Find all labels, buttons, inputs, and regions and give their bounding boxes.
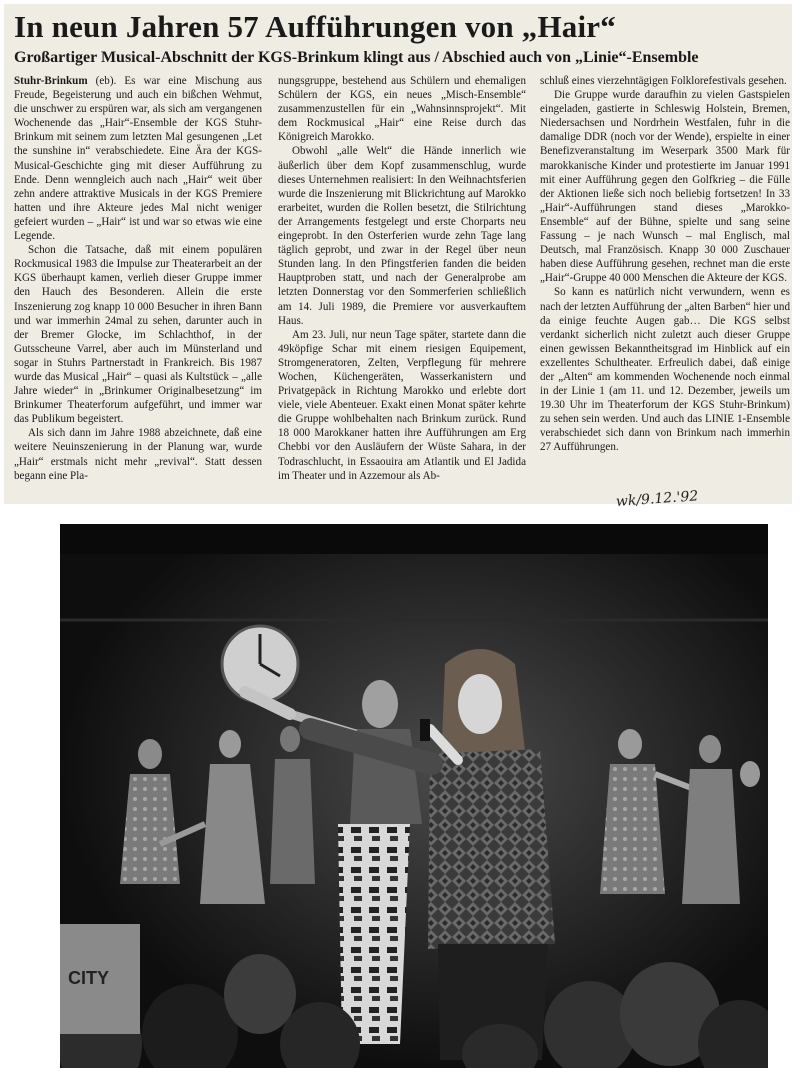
article-subheadline: Großartiger Musical-Abschnitt der KGS-Brinkum klingt aus / Abschied auch von „Linie“-Ensemble	[14, 49, 699, 66]
article-paragraph: schluß eines vierzehntägigen Folklorefestivals gesehen.	[540, 75, 787, 87]
paragraph-text: (eb). Es war eine Mischung aus Freude, Begeisterung und auch ein bißchen Wehmut, die unschwer zu erspüren war, als sich am vergangenen Wochenende das „Hair“-Ensemble der KGS Stuhr-Brinkum mit seinem zum letzten Mal gesungenen „Let the sunshine in“ verabschiedete. Eine Ära der KGS-Musical-Geschichte ging mit dieser Aufführung zu Ende. Denn wenngleich auch nach „Hair“ weit über zehn andere attraktive Musicals in der KGS Premiere hatten und ihre Akteure jedes Mal nicht weniger gefeiert wurden – „Hair“ ist und war so etwas wie eine Legende.	[14, 75, 262, 243]
article-paragraph: Obwohl „alle Welt“ die Hände innerlich wie äußerlich über dem Kopf zusammenschlug, wurde dieses Unternehmen realisiert: In den Weihnachtsferien wurde die Inszenierung mit Blickrichtung auf Marokko erarbeitet, wurden die Rollen besetzt, die Stilrichtung der Arrangements festgelegt und erste Chorparts neu eingeprobt. In den Osterferien wurde zehn Tage lang täglich geprobt, und zwar in der Regel über neun Stunden lang. In den Pfingstferien fanden die beiden Hauptproben statt, und nach der Generalprobe am letzten Donnerstag vor den Sommerferien schließlich am 14. Juli 1989, die Premiere vor ausverkauftem Haus.	[278, 145, 526, 327]
article-paragraph: Am 23. Juli, nur neun Tage später, startete dann die 49köpfige Schar mit einem riesigen Equipement, Stromgeneratoren, Zelten, Verpflegung für mehrere Wochen, Küchengeräten, Wasserkanistern und Privatgepäck in Richtung Marokko und erlebte dort viele, viele Abenteuer. Exakt einen Monat später kehrte die Gruppe wohlbehalten nach Brinkum zurück. Rund 18 000 Marokkaner hatten ihre Aufführungen am Erg Chebbi vor den Ausläufern der Wüste Sahara, in der Todraschlucht, in Essaouira am Atlantik und El Jadida im Theater und in Azzemour als Ab-	[278, 328, 526, 482]
audience-shirt-print: CITY	[68, 968, 110, 988]
article-photo	[60, 524, 768, 1068]
article-paragraph	[14, 74, 262, 243]
article-dateline: Stuhr-Brinkum	[14, 75, 88, 87]
article-column-3	[540, 74, 790, 455]
handwritten-date-note: wk/9.12.'92	[615, 488, 699, 510]
article-column-1	[14, 74, 262, 483]
microphone-icon	[420, 719, 430, 741]
article-headline: In neun Jahren 57 Aufführungen von „Hair“	[14, 9, 616, 44]
article-paragraph: So kann es natürlich nicht verwundern, wenn es nach der letzten Aufführung der „alten Barben“ hier und da einige feuchte Augen gab… Die KGS selbst verdankt sicherlich nicht zuletzt auch dieser Gruppe einen gewissen Bekanntheitsgrad im Hinblick auf ein exzellentes Schultheater. Erfreulich dabei, daß einige der „Alten“ am kommenden Wochenende noch einmal in der Linie 1 (am 11. und 12. Dezember, jeweils um 19.30 Uhr im Theaterforum der KGS Stuhr-Brinkum) zu sehen sein werden. Und auch das LINIE 1-Ensemble verabschiedet sich dann von Brinkum nach immerhin 27 Aufführungen.	[540, 286, 790, 454]
article-column-2	[278, 74, 526, 483]
newspaper-clipping	[4, 4, 792, 504]
stage-performance-illustration	[60, 524, 768, 1068]
article-paragraph: Die Gruppe wurde daraufhin zu vielen Gastspielen eingeladen, gastierte in Schleswig Holstein, Bremen, Niedersachsen und Nordrhein Westfalen, fuhr in die damalige DDR (noch vor der Wende), erspielte in einer Benefizveranstaltung im Weserpark 3500 Mark für marokkanische Kinder und protestierte im Januar 1991 mit einer Aufführung gegen den Golfkrieg – die Fülle der Aktionen ließe sich noch beliebig fortsetzen! In 33 „Hair“-Aufführungen stand dieses „Marokko-Ensemble“ auf der Bühne, spielte und sang seine Fassung – je nach Wunsch – mal Englisch, mal Deutsch, mal Französisch. Knapp 30 000 Zuschauer haben diese Aufführung gesehen, rechnet man die erste „Hair“-Gruppe 40 000 Menschen die Akteure der KGS.	[540, 89, 790, 285]
article-paragraph: Schon die Tatsache, daß mit einem populären Rockmusical 1983 die Impulse zur Theaterarbeit an der KGS überhaupt kamen, verlieh dieser Gruppe immer den Hauch des Besonderen. Allein die erste Inszenierung zog knapp 10 000 Besucher in ihren Bann und war immerhin 24mal zu sehen, darunter auch in der Bremer Glocke, im Schlachthof, in der Gutsscheune Varrel, aber auch im Münsterland und sogar in Stuhrs Partnerstadt in Frankreich. Bis 1987 wurde das Musical „Hair“ – quasi als Kultstück – „alle Jahre wieder“ in „Brinkumer Originalbesetzung“ im Brinkumer Theaterforum aufgeführt, und immer war das Publikum begeistert.	[14, 244, 262, 426]
article-paragraph: Als sich dann im Jahre 1988 abzeichnete, daß eine weitere Neuinszenierung in der Planung war, wurde „Hair“ erstmals nicht mehr „revival“. Statt dessen begann eine Pla-	[14, 427, 262, 482]
article-paragraph: nungsgruppe, bestehend aus Schülern und ehemaligen Schülern der KGS, ein neues „Misch-Ensemble“ zusammenzustellen für ein „Wahnsinnsprojekt“. Mit dem Rockmusical „Hair“ eine Reise durch das Königreich Marokko.	[278, 75, 526, 144]
ceiling-truss	[60, 524, 768, 554]
wall-clock	[222, 626, 298, 702]
